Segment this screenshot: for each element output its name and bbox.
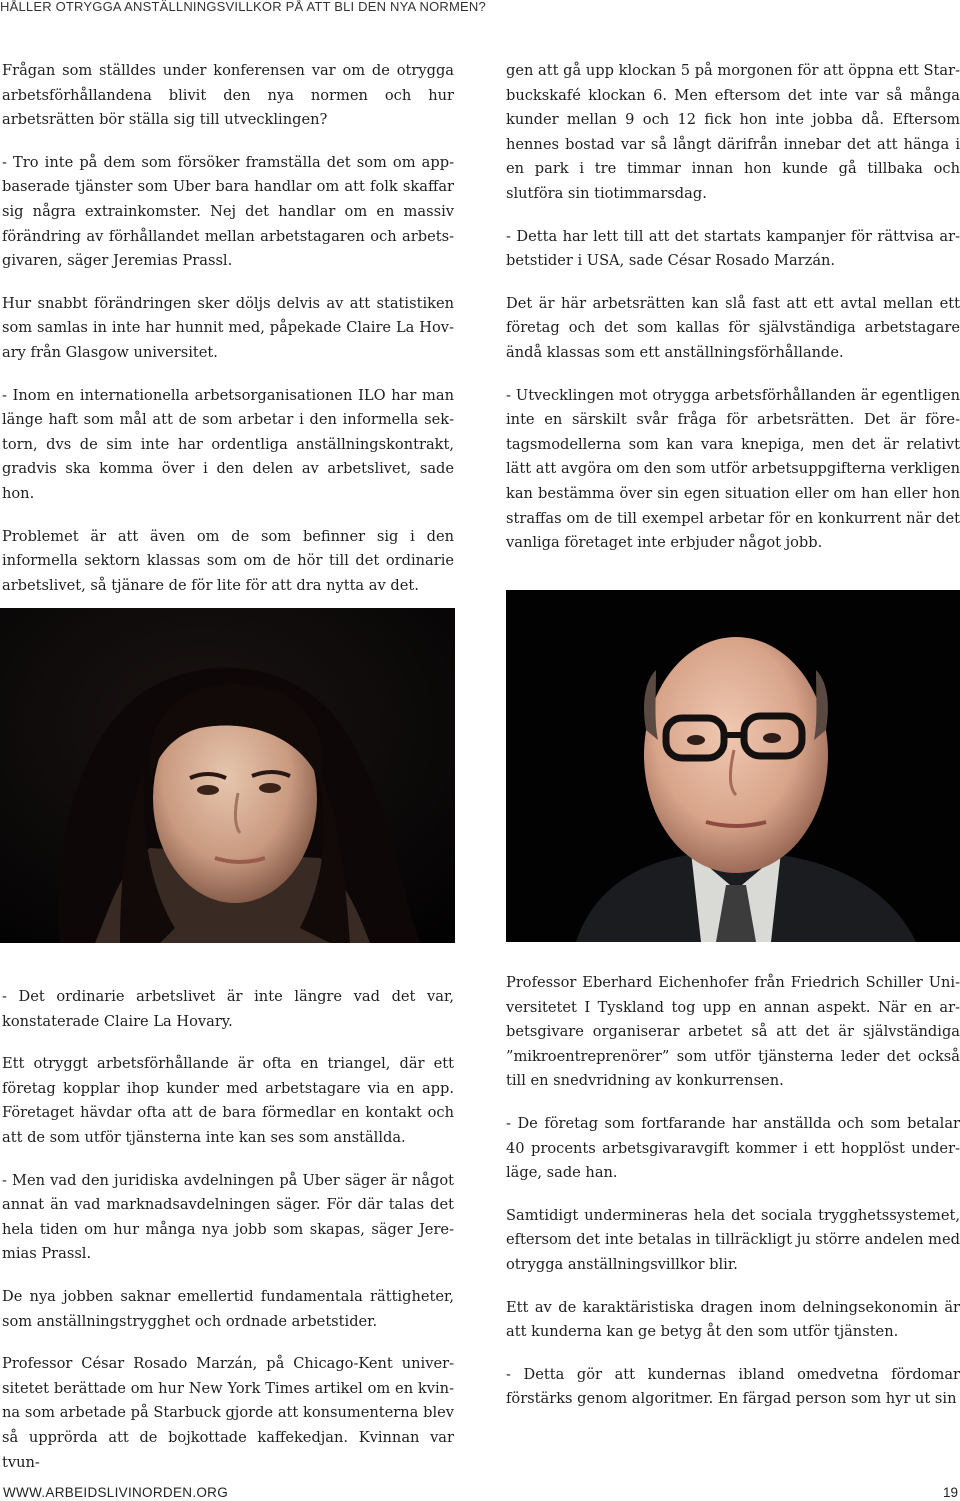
page-number: 19: [942, 1485, 958, 1500]
paragraph: Samtidigt undermineras hela det sociala trygghetssystemet, eftersom det inte betalas in tillräckligt ju större andelen med otrygga anställningsvillkor blir.: [506, 1206, 960, 1273]
paragraph: Problemet är att även om de som befinner sig i den informella sektorn klassas som om de hör till det ordinarie arbetslivet, så tjänare de för lite för att dra nytta av det.: [2, 527, 454, 594]
article-header: HÅLLER OTRYGGA ANSTÄLLNINGSVILLKOR PÅ ATT BLI DEN NYA NORMEN?: [0, 0, 486, 14]
text-column-top-left: [2, 59, 454, 598]
portrait-woman-image: [0, 608, 455, 943]
paragraph: - Tro inte på dem som försöker framställa det som om appbaserade tjänster som Uber bara handlar om att folk skaffar sig några extrainkomster. Nej det handlar om en massiv förändring av förhållandet mellan arbetstagaren och arbetsgivaren, säger Jeremias Prassl.: [2, 153, 454, 270]
paragraph: Hur snabbt förändringen sker döljs delvis av att statistiken som samlas in inte har hunnit med, påpekade Claire La Hovary från Glasgow universitet.: [2, 294, 454, 361]
portrait-photo-woman: [0, 608, 455, 943]
text-column-top-right: [506, 59, 960, 556]
paragraph: Ett av de karaktäristiska dragen inom delningsekonomin är att kunderna kan ge betyg åt den som utför tjänsten.: [506, 1298, 960, 1341]
paragraph: gen att gå upp klockan 5 på morgonen för att öppna ett Starbuckskafé klockan 6. Men eftersom det inte var så många kunder mellan 9 och 12 fick hon inte jobba då. Eftersom hennes bostad var så långt därifrån innebar det att hänga i en park i tre timmar innan hon kunde gå tillbaka och slutföra sin tiotimmarsdag.: [506, 62, 960, 202]
paragraph: - Detta har lett till att det startats kampanjer för rättvisa arbetstider i USA, sade César Rosado Marzán.: [506, 227, 960, 270]
paragraph: - Men vad den juridiska avdelningen på Uber säger är något annat än vad marknadsavdelningen säger. För där talas det hela tiden om hur många nya jobb som skapas, säger Jeremias Prassl.: [2, 1171, 454, 1263]
paragraph: Professor César Rosado Marzán, på Chicago-Kent universitetet berättade om hur New York Times artikel om en kvinna som arbetade på Starbuck gjorde att konsumenterna blev så upprörda att de bojkottade kaffekedjan. Kvinnan var tvun-: [2, 1355, 454, 1471]
paragraph: Frågan som ställdes under konferensen var om de otrygga arbetsförhållandena blivit den nya normen och hur arbetsrätten bör ställa sig till utvecklingen?: [2, 62, 454, 129]
paragraph: Ett otryggt arbetsförhållande är ofta en triangel, där ett företag kopplar ihop kunder med arbetstagare via en app. Företaget hävdar ofta att de bara förmedlar en kontakt och att de som utför tjänsterna inte kan ses som anställda.: [2, 1055, 454, 1146]
text-column-bottom-right: [506, 971, 960, 1412]
paragraph: Det är här arbetsrätten kan slå fast att ett avtal mellan ett företag och det som kallas för självständiga arbetstagare ändå klassas som ett anställningsförhållande.: [506, 294, 960, 361]
paragraph: - Detta gör att kundernas ibland omedvetna fördomar förstärks genom algoritmer. En färgad person som hyr ut sin: [506, 1365, 960, 1408]
paragraph: - Utvecklingen mot otrygga arbetsförhållanden är egentligen inte en särskilt svår fråga för arbetsrätten. Det är företagsmodellerna som kan vara knepiga, men det är relativt lätt att avgöra om den som utför arbetsuppgifterna verkligen kan bestämma över sin egen situation eller om han eller hon straffas om de till exempel arbetar för en konkurrent när det vanliga företaget inte erbjuder något jobb.: [506, 386, 960, 552]
paragraph: De nya jobben saknar emellertid fundamentala rättigheter, som anställningstrygghet och ordnade arbetstider.: [2, 1287, 454, 1330]
portrait-man-image: [506, 590, 960, 942]
portrait-photo-man: [506, 590, 960, 942]
paragraph: - Det ordinarie arbetslivet är inte längre vad det var, konstaterade Claire La Hovary.: [2, 988, 454, 1030]
paragraph: - Inom en internationella arbetsorganisationen ILO har man länge haft som mål att de som arbetar i den informella sektorn, dvs de sim inte har ordentliga anställningskontrakt, gradvis ska komma över i den delen av arbetslivet, sade hon.: [2, 386, 454, 502]
paragraph: Professor Eberhard Eichenhofer från Friedrich Schiller Universitetet I Tyskland tog upp en annan aspekt. När en arbetsgivare organiserar arbetet så att det är självständiga ”mikroentreprenörer” som utför tjänsterna leder det också till en snedvridning av konkurrensen.: [506, 974, 960, 1090]
footer-website-link[interactable]: WWW.ARBEIDSLIVINORDEN.ORG: [3, 1485, 229, 1500]
paragraph: - De företag som fortfarande har anställda och som betalar 40 procents arbetsgivaravgift kommer i ett hopplöst underläge, sade han.: [506, 1114, 960, 1182]
text-column-bottom-left: [2, 985, 454, 1475]
